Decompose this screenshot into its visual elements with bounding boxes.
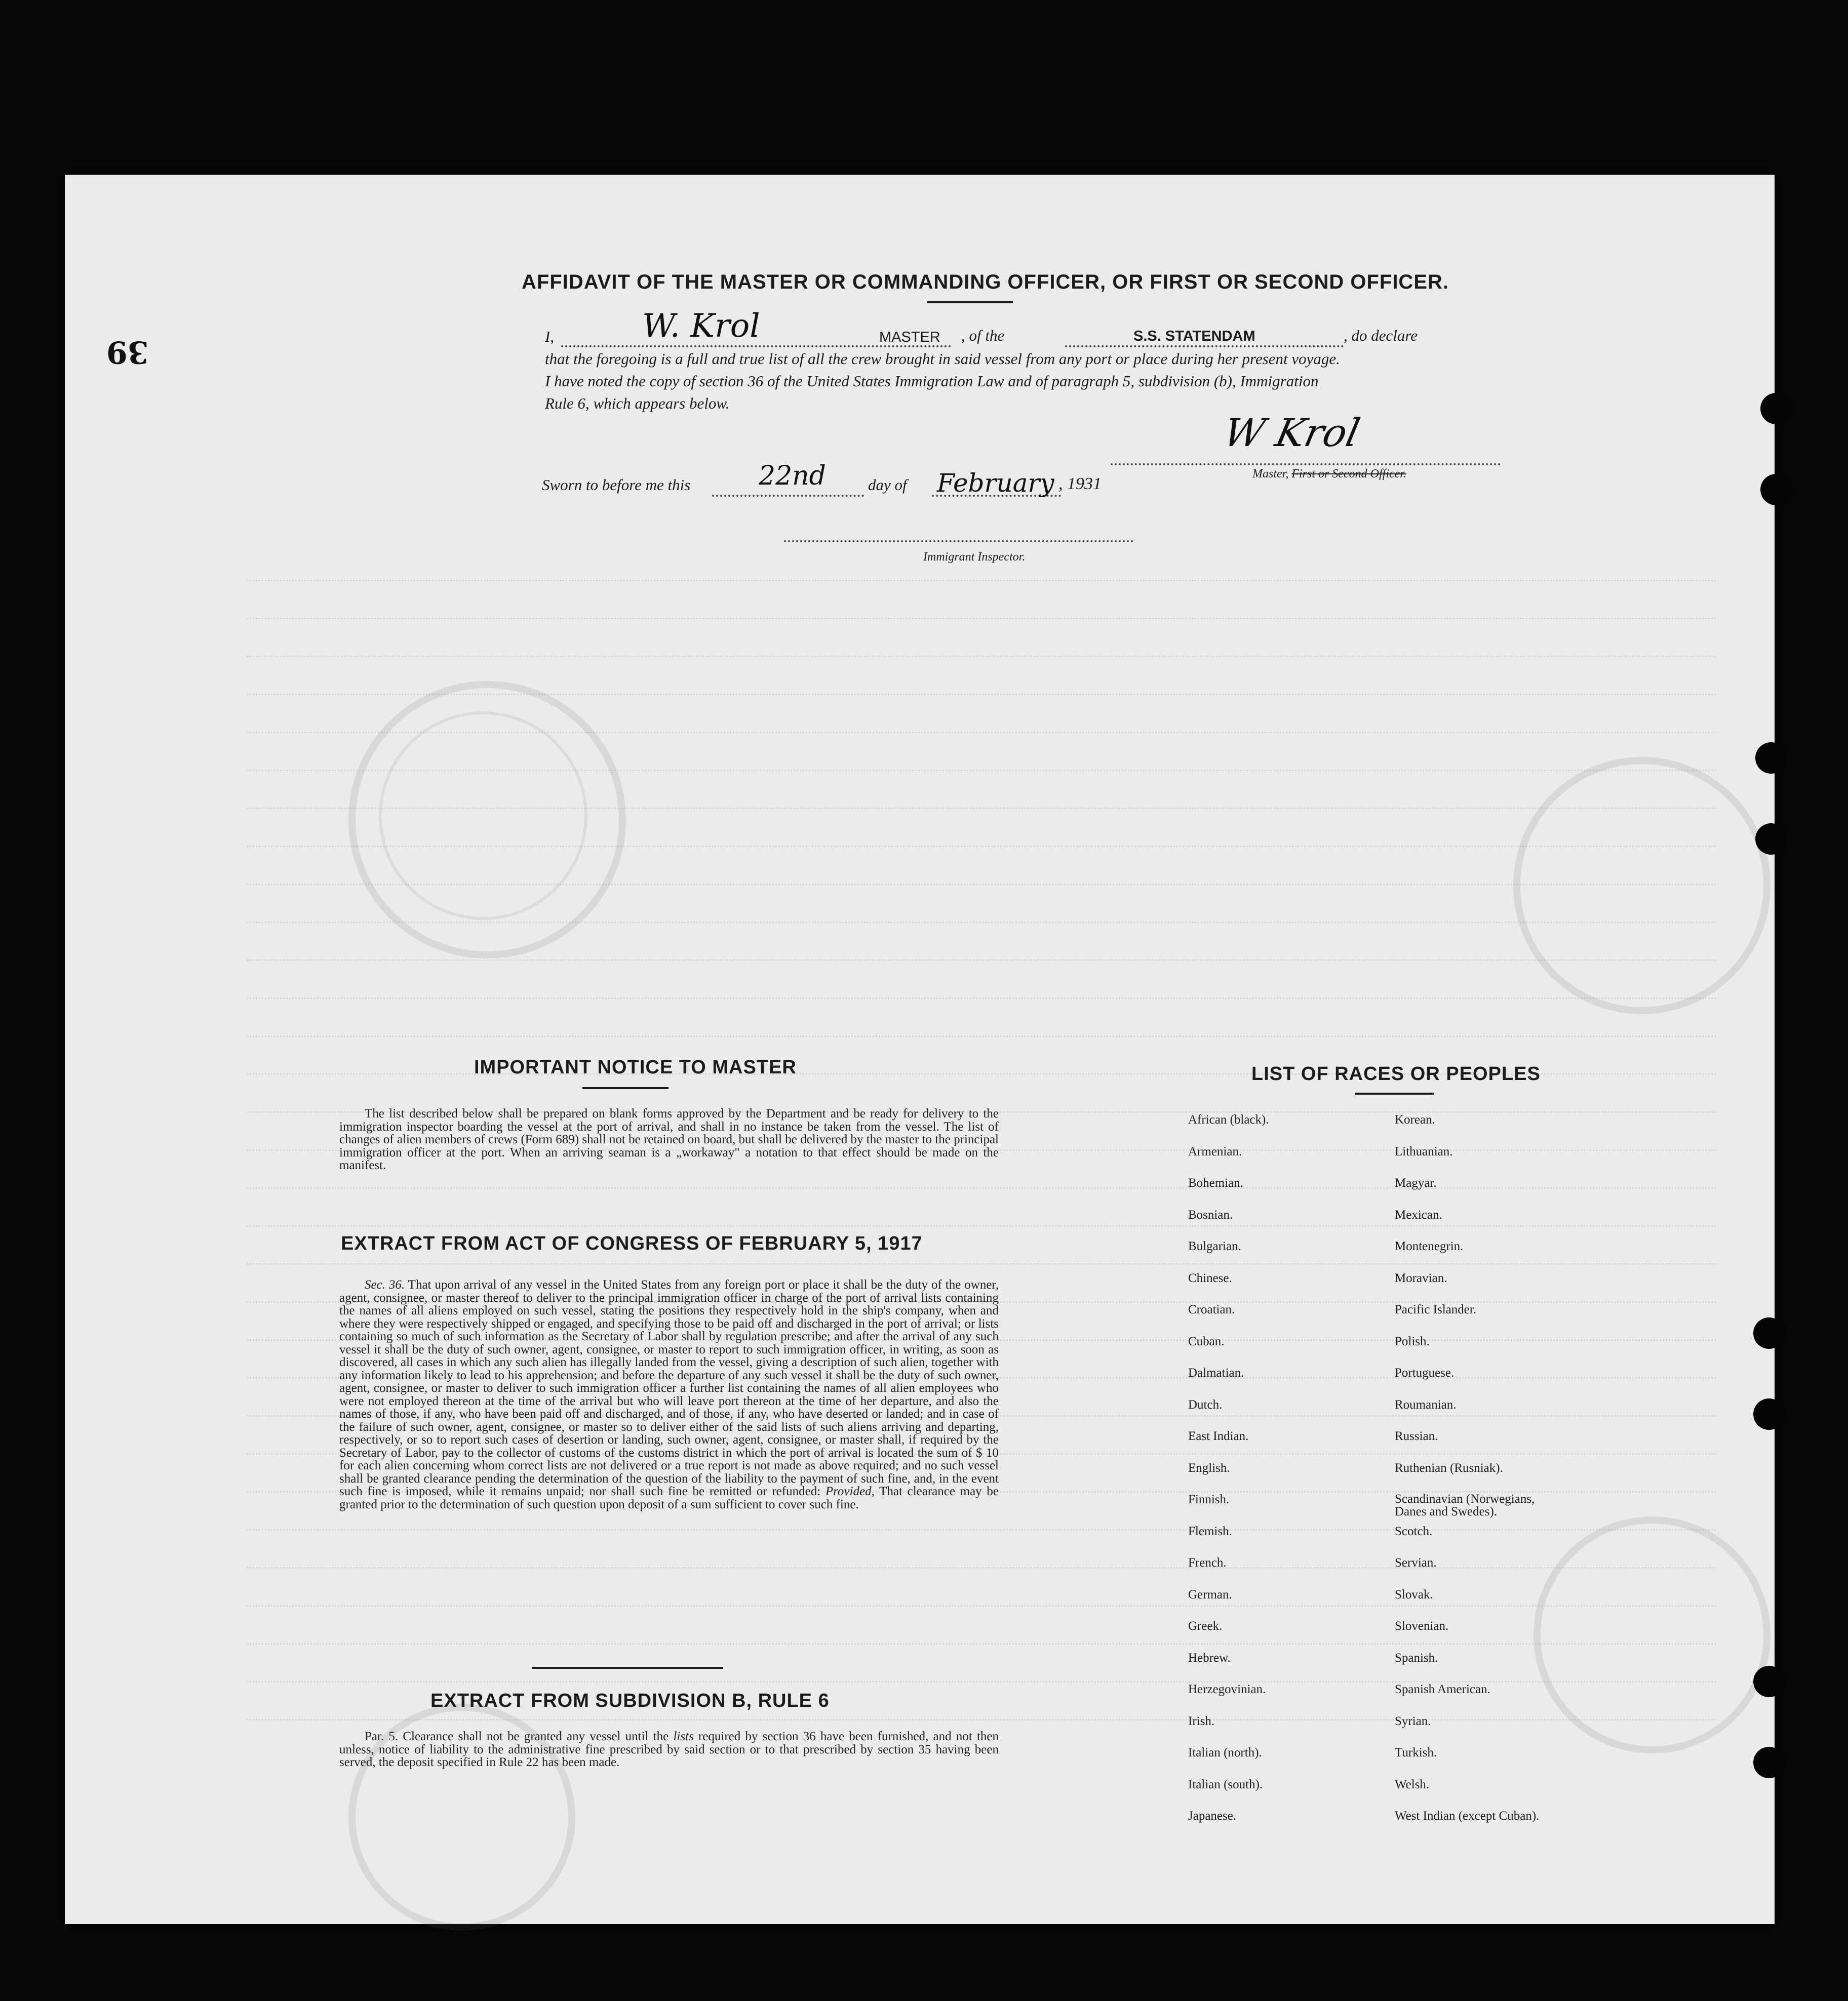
race-item: Russian. — [1395, 1429, 1438, 1443]
inspector-label: Immigrant Inspector. — [923, 550, 1026, 564]
race-item: Slovak. — [1395, 1587, 1433, 1602]
sworn-month-handwritten: February — [937, 468, 1054, 498]
race-item: Bosnian. — [1188, 1208, 1233, 1222]
race-item: Hebrew. — [1188, 1651, 1231, 1665]
master-signature: W Krol — [1220, 410, 1364, 455]
punch-hole — [1753, 1747, 1785, 1778]
notice-body: The list described below shall be prepared on blank forms approved by the Department and be ready for delivery to the immigration inspector boarding the vessel at the port of arrival, and shall in no instance be taken from the vessel. The list of changes of alien members of crews (Form 689) shall not be retained on board, but shall be delivered by the master to the principal immigration officer at the port. When an arriving seaman is a „workaway" a notation to that effect should be made on the manifest. — [339, 1107, 999, 1172]
punch-hole — [1755, 742, 1787, 774]
page-number-corner: 39 — [106, 334, 149, 370]
race-item: Spanish American. — [1395, 1683, 1490, 1696]
race-item: Dutch. — [1188, 1397, 1223, 1412]
notice-title-rule — [582, 1087, 669, 1089]
punch-hole — [1753, 1317, 1785, 1349]
race-item: African (black). — [1188, 1113, 1269, 1127]
master-name-handwritten: W. Krol — [642, 307, 760, 345]
affidavit-line4: Rule 6, which appears below. — [545, 394, 730, 412]
sworn-day-handwritten: 22nd — [759, 461, 826, 491]
vessel-name: S.S. STATENDAM — [1133, 328, 1255, 344]
race-item: Cuban. — [1188, 1334, 1225, 1348]
race-item: Montenegrin. — [1395, 1239, 1464, 1253]
race-item: Italian (south). — [1188, 1777, 1263, 1791]
race-item: Bulgarian. — [1188, 1239, 1241, 1253]
race-item: Welsh. — [1395, 1777, 1430, 1791]
race-item: Portuguese. — [1395, 1366, 1454, 1380]
race-item: German. — [1188, 1587, 1232, 1602]
affidavit-line1-prefix: I, — [545, 328, 555, 345]
race-item: West Indian (except Cuban). — [1395, 1809, 1540, 1823]
race-item: Dalmatian. — [1188, 1366, 1244, 1380]
race-item: Turkish. — [1395, 1746, 1437, 1759]
race-item: Moravian. — [1395, 1271, 1447, 1285]
race-item: Finnish. — [1188, 1493, 1230, 1506]
race-item: Ruthenian (Rusniak). — [1395, 1461, 1503, 1475]
race-item: Spanish. — [1395, 1651, 1438, 1665]
race-item: Chinese. — [1188, 1271, 1232, 1285]
act-section-label: Sec. 36. — [365, 1278, 405, 1292]
race-item: Korean. — [1395, 1113, 1435, 1127]
sworn-day-line — [712, 495, 864, 497]
rule6-title: EXTRACT FROM SUBDIVISION B, RULE 6 — [430, 1690, 830, 1711]
sworn-day-of: day of — [868, 476, 907, 494]
race-item: Polish. — [1395, 1334, 1430, 1348]
act-end-rule — [532, 1667, 723, 1669]
race-item: Syrian. — [1395, 1714, 1431, 1728]
race-item: Scotch. — [1395, 1524, 1433, 1538]
race-item: Servian. — [1395, 1556, 1437, 1570]
race-item: Bohemian. — [1188, 1176, 1244, 1190]
race-item: East Indian. — [1188, 1429, 1249, 1443]
race-item: Magyar. — [1395, 1176, 1437, 1190]
rule6-para-prefix: Par. 5. Clearance shall not be granted any vessel until the — [365, 1730, 669, 1743]
race-item: Roumanian. — [1395, 1397, 1457, 1412]
race-item: Greek. — [1188, 1619, 1223, 1633]
document-page — [65, 175, 1775, 1924]
race-item: Scandinavian (Norwegians, Danes and Swedes). — [1395, 1492, 1535, 1518]
race-item: Slovenian. — [1395, 1619, 1449, 1633]
race-item: Irish. — [1188, 1714, 1215, 1728]
rank-text: MASTER — [879, 329, 940, 345]
punch-hole — [1760, 393, 1792, 424]
race-item: Flemish. — [1188, 1524, 1232, 1538]
rule6-para-rest: required by section 36 have been furnished, and not then unless, notice of liability to the administrative fine prescribed by said section or to that prescribed by section 35 having been served, the deposit specified in Rule 22 has been made. — [339, 1730, 999, 1769]
race-item: Croatian. — [1188, 1303, 1235, 1316]
bleed-through-rows — [247, 549, 1716, 1866]
race-item: Lithuanian. — [1395, 1144, 1453, 1158]
signature-label — [1252, 467, 1406, 481]
rule6-lists-word: lists — [673, 1730, 694, 1743]
affidavit-title-rule — [927, 301, 1013, 303]
signature-label-master: Master, — [1252, 467, 1289, 481]
notice-title: IMPORTANT NOTICE TO MASTER — [474, 1057, 797, 1078]
races-title-rule — [1355, 1093, 1434, 1095]
inspector-line — [784, 540, 1133, 542]
rule6-body-container — [339, 1730, 999, 1769]
vessel-line — [1065, 345, 1344, 347]
punch-hole — [1760, 474, 1792, 505]
race-item: Italian (north). — [1188, 1746, 1262, 1759]
affidavit-line2: that the foregoing is a full and true list of all the crew brought in said vessel from any port or place during her present voyage. — [545, 350, 1340, 368]
act-body-container — [339, 1278, 999, 1511]
race-item: English. — [1188, 1461, 1230, 1475]
act-body: That upon arrival of any vessel in the United States from any foreign port or place it shall be the duty of the owner, agent, consignee, or master thereof to deliver to the principal immigration officer in charge of the port of arrival lists containing the names of all aliens employed on such vessel, stating the positions they respectively hold in the ship's company, when and where they were respectively shipped or engaged, and specifying those to be paid off and discharged in the port of arrival; or lists containing so much of such information as the Secretary of Labor shall by regulation prescribe; and after the arrival of any such vessel it shall be the duty of such owner, agent, consignee, or master to report to such immigration officer, in writing, as soon as discovered, all cases in which any such alien has illegally landed from the vessel, giving a description of such alien, together with any information likely to lead to his apprehension; and before the departure of any such vessel it shall be the duty of such owner, agent, consignee, or master to deliver to such immigration officer a further list containing the names of all alien employees who were not employed thereon at the time of the arrival but who will leave port thereon at the time of her departure, and also the names of those, if any, who have been paid off and discharged, and of those, if any, who have deserted or landed; and in case of the failure of such owner, agent, consignee, or master so to deliver either of the said lists of such aliens arriving and departing, respectively, or so to report such cases of desertion or landing, such owner, agent, consignee, or master shall, if required by the Secretary of Labor, pay to the collector of customs of the customs district in which the port of arrival is located the sum of $ 10 for each alien concerning whom correct lists are not delivered or a true report is not made as above required; and no such vessel shall be granted clearance pending the determination of the question of the liability to the payment of such fine, and, in the event such fine is imposed, while it remains unpaid; nor shall such fine be remitted or refunded: — [339, 1278, 999, 1498]
race-item: French. — [1188, 1556, 1227, 1570]
signature-label-struck: First or Second Officer. — [1291, 467, 1406, 481]
punch-hole — [1753, 1398, 1785, 1430]
act-proviso-rest: That clearance may be granted prior to the determination of such question upon deposit of a sum sufficient to cover such fine. — [339, 1485, 999, 1511]
races-title: LIST OF RACES OR PEOPLES — [1251, 1063, 1541, 1085]
affidavit-line3: I have noted the copy of section 36 of the United States Immigration Law and of paragraph 5, subdivision (b), Immigration — [545, 372, 1319, 390]
of-the-text: , of the — [961, 327, 1005, 344]
affidavit-title: AFFIDAVIT OF THE MASTER OR COMMANDING OFFICER, OR FIRST OR SECOND OFFICER. — [522, 271, 1449, 293]
act-title: EXTRACT FROM ACT OF CONGRESS OF FEBRUARY 5, 1917 — [341, 1233, 923, 1254]
race-item: Pacific Islander. — [1395, 1303, 1477, 1316]
act-proviso-word: Provided, — [825, 1485, 875, 1498]
sworn-year: , 1931 — [1058, 474, 1102, 493]
punch-hole — [1753, 1666, 1785, 1697]
race-item: Japanese. — [1188, 1809, 1237, 1823]
race-item: Armenian. — [1188, 1144, 1242, 1158]
punch-hole — [1755, 823, 1787, 855]
signature-line — [1111, 463, 1501, 465]
do-declare-text: , do declare — [1344, 327, 1418, 344]
race-item: Mexican. — [1395, 1208, 1442, 1222]
race-item: Herzegovinian. — [1188, 1683, 1266, 1696]
sworn-prefix: Sworn to before me this — [542, 476, 691, 494]
